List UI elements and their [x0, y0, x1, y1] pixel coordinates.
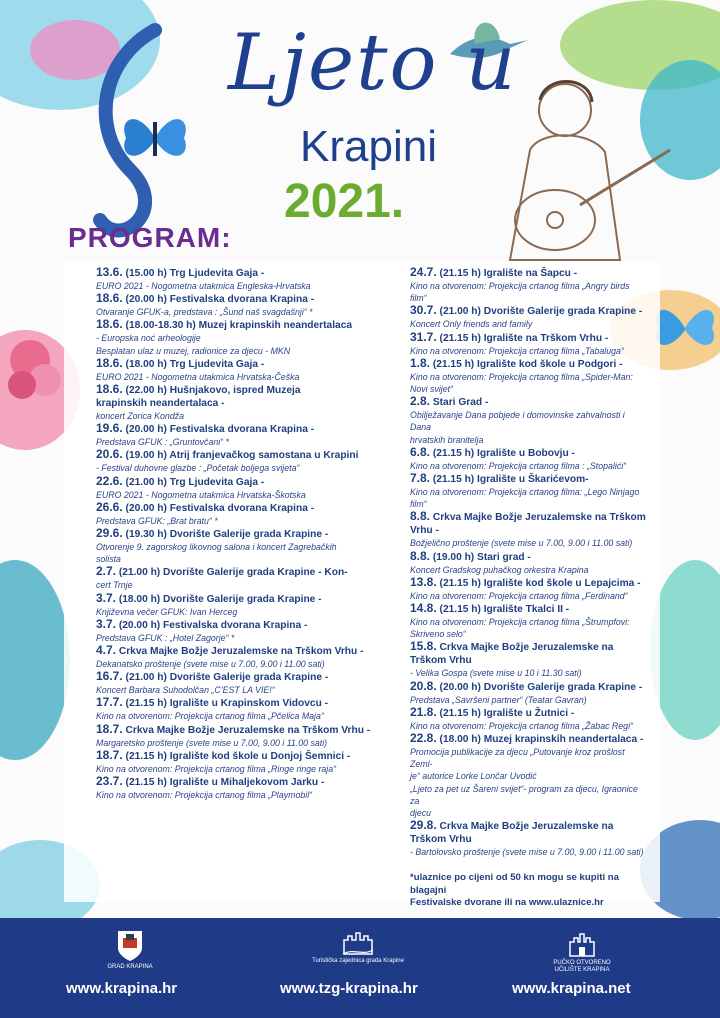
event-description: Promocija publikacije za djecu „Putovanje kroz prošlost Zeml- je“ autorice Lorke Lončar Uvodić „Ljeto za pet uz Šareni svijet“- program za djecu, Igraonice za djecu [410, 747, 638, 819]
event-venue: (20.00 h) Festivalska dvorana Krapina - [118, 619, 308, 631]
event-venue: (21.15 h) Igralište kod škole u Lepajcima - [439, 577, 641, 589]
program-event [410, 602, 646, 640]
event-description: Predstava GFUK: „Brat bratu“ * [96, 515, 218, 526]
event-venue: (22.00 h) Hušnjakovo, ispred Muzeja krapinskih neandertalaca - [96, 385, 301, 410]
event-heading [410, 640, 646, 667]
event-heading [96, 383, 396, 410]
event-date: 2.8. [410, 394, 431, 409]
event-description: Književna večer GFUK: Ivan Herceg [96, 606, 238, 617]
program-event [96, 749, 396, 775]
event-heading [96, 749, 396, 763]
event-date: 19.6. [96, 421, 123, 436]
event-heading [96, 644, 396, 658]
event-venue: (21.00 h) Dvorište Galerije grada Krapine - Kon- [118, 567, 348, 579]
event-venue: (18.00 h) Muzej krapinskih neandertalaca - [439, 734, 644, 746]
event-date: 21.8. [410, 704, 437, 719]
event-heading [410, 472, 646, 486]
program-event [96, 775, 396, 801]
program-column-right [410, 266, 646, 910]
castle-icon [341, 930, 375, 956]
event-date: 14.8. [410, 601, 437, 616]
program-event [96, 723, 396, 749]
event-date: 31.7. [410, 329, 437, 344]
event-venue: (21.15 h) Igralište na Šapcu - [439, 268, 578, 279]
event-description: Obilježavanje Dana pobjede i domovinske zahvalnosti i Dana hrvatskih branitelja [410, 410, 625, 445]
event-heading [96, 292, 396, 306]
program-heading: PROGRAM: [68, 222, 232, 253]
event-description: cert Trnje [96, 580, 133, 591]
event-date: 18.7. [96, 721, 123, 736]
event-description: Predstava GFUK : „Gruntovčani“ * [96, 437, 229, 448]
event-date: 18.6. [96, 382, 123, 397]
event-venue: (15.00 h) Trg Ljudevita Gaja - [125, 268, 265, 279]
event-heading [410, 304, 646, 318]
event-date: 4.7. [96, 643, 117, 658]
event-description: Otvorenje 9. zagorskog likovnog salona i koncert Zagrebačkih solista [96, 542, 337, 565]
event-description: Predstava „Savršeni partner“ (Teatar Gavran) [410, 694, 587, 705]
event-venue: Crkva Majke Božje Jeruzalemske na Trškom Vrhu - [125, 724, 371, 736]
event-heading [96, 775, 396, 789]
tourist-board-logo [288, 930, 428, 965]
event-venue: (20.00 h) Festivalska dvorana Krapina - [125, 502, 315, 514]
event-heading [410, 680, 646, 694]
event-heading [96, 448, 396, 462]
event-venue: (19.00 h) Stari grad - [432, 551, 531, 563]
event-description: Kino na otvorenom: Projekcija crtanog filma „Playmobil“ [96, 790, 313, 801]
event-venue: (20.00 h) Festivalska dvorana Krapina - [125, 294, 315, 306]
program-event [410, 446, 646, 472]
event-heading [410, 706, 646, 720]
event-description: Dekanatsko proštenje (svete mise u 7.00, 9.00 i 11.00 sati) [96, 659, 325, 670]
event-date: 29.8. [410, 818, 437, 833]
city-coat-of-arms-icon [117, 930, 143, 962]
event-venue: Crkva Majke Božje Jeruzalemske na Trškom Vrhu - [118, 646, 364, 658]
event-date: 13.6. [96, 265, 123, 279]
event-heading [410, 331, 646, 345]
program-event [96, 266, 396, 292]
link-krapina-hr[interactable]: www.krapina.hr [66, 980, 178, 997]
event-venue: (19.30 h) Dvorište Galerije grada Krapine - [125, 529, 329, 541]
program-event [410, 576, 646, 602]
event-date: 17.7. [96, 695, 123, 710]
event-venue: (21.15 h) Igralište u Žutnici - [439, 707, 575, 719]
event-date: 13.8. [410, 574, 437, 589]
event-description: - Velika Gospa (svete mise u 10 i 11.30 sati) [410, 668, 582, 679]
event-date: 3.7. [96, 590, 117, 605]
event-date: 18.6. [96, 291, 123, 306]
event-venue: (21.15 h) Igralište u Bobovju - [432, 447, 575, 459]
event-date: 18.6. [96, 317, 123, 332]
event-venue: (20.00 h) Dvorište Galerije grada Krapine - [439, 681, 643, 693]
event-venue: (21.15 h) Igralište kod škole u Podgori - [432, 358, 623, 370]
program-event [410, 510, 646, 549]
event-heading [96, 422, 396, 436]
event-heading [410, 576, 646, 590]
program-event [410, 550, 646, 576]
event-venue: (18.00-18.30 h) Muzej krapinskih neandertalaca [125, 320, 353, 332]
event-date: 1.8. [410, 355, 431, 370]
event-description: Kino na otvorenom: Projekcija crtanog filma „Tabaluga“ [410, 345, 624, 356]
program-event [96, 292, 396, 318]
event-heading [96, 501, 396, 515]
event-heading [410, 550, 646, 564]
program-event [410, 472, 646, 510]
event-heading [410, 732, 646, 746]
logo-caption: PUČKO OTVORENO UČILIŠTE KRAPINA [553, 960, 611, 973]
event-heading [96, 565, 396, 579]
program-event [410, 304, 646, 330]
event-description: - Europska noć arheologije Besplatan ulaz u muzej, radionice za djecu - MKN [96, 333, 291, 356]
program-event [96, 670, 396, 696]
event-heading [96, 475, 396, 489]
event-date: 20.6. [96, 447, 123, 462]
event-date: 26.6. [96, 499, 123, 514]
event-heading [96, 592, 396, 606]
event-date: 3.7. [96, 616, 117, 631]
event-heading [410, 510, 646, 537]
puo-krapina-logo [512, 930, 652, 974]
program-event [96, 618, 396, 644]
program-event [96, 501, 396, 527]
event-venue: (21.15 h) Igralište Tkalci II - [439, 604, 570, 616]
event-heading [410, 446, 646, 460]
event-venue: (18.00 h) Dvorište Galerije grada Krapine - [118, 593, 322, 605]
event-description: Kino na otvorenom: Projekcija crtanog filma: „Lego Ninjago film“ [410, 487, 640, 510]
program-event [96, 318, 396, 356]
event-description: Kino na otvorenom: Projekcija crtanog filma „Ferdinand“ [410, 590, 628, 601]
event-heading [410, 395, 646, 409]
event-heading [96, 696, 396, 710]
event-date: 8.8. [410, 509, 431, 524]
program-event [96, 448, 396, 474]
event-date: 15.8. [410, 639, 437, 654]
event-heading [410, 357, 646, 371]
program-event [410, 640, 646, 679]
event-description: Kino na otvorenom: Projekcija crtanog filma „Spider-Man: Novi svijet“ [410, 371, 633, 395]
event-heading [96, 527, 396, 541]
event-date: 6.8. [410, 444, 431, 459]
event-venue: Stari Grad - [432, 397, 489, 409]
event-description: Predstava GFUK : „Hotel Zagorje“ * [96, 632, 235, 643]
event-heading [410, 602, 646, 616]
event-date: 7.8. [410, 471, 431, 486]
poster-title-city: Krapini [300, 122, 437, 171]
event-date: 30.7. [410, 303, 437, 318]
event-heading [410, 266, 646, 280]
link-krapina-net[interactable]: www.krapina.net [512, 980, 631, 997]
flower-decoration [0, 330, 70, 410]
event-venue: (21.00 h) Dvorište Galerije grada Krapine - [125, 672, 329, 684]
event-date: 23.7. [96, 774, 123, 789]
event-heading [96, 266, 396, 280]
event-date: 18.7. [96, 747, 123, 762]
poster-year: 2021. [284, 175, 405, 228]
grad-krapina-logo [60, 930, 200, 971]
event-date: 2.7. [96, 564, 117, 579]
program-event [96, 527, 396, 565]
event-description: EURO 2021 - Nogometna utakmica Hrvatska-Češka [96, 371, 300, 382]
event-venue: (21.00 h) Trg Ljudevita Gaja - [125, 476, 265, 488]
event-venue: (21.00 h) Dvorište Galerije grada Krapine - [439, 306, 643, 318]
event-description: Kino na otvorenom: Projekcija crtanog filma „Ringe ringe raja“ [96, 763, 337, 774]
poster-title-script: Ljeto u [228, 18, 518, 108]
program-event [96, 475, 396, 501]
event-description: Kino na otvorenom: Projekcija crtanog filma „Angry birds film“ [410, 281, 630, 304]
event-description: koncert Zorica Kondža [96, 411, 185, 422]
event-date: 8.8. [410, 548, 431, 563]
program-event [96, 644, 396, 670]
event-description: Koncert Only friends and family [410, 319, 533, 330]
program-event [410, 680, 646, 706]
event-venue: Crkva Majke Božje Jeruzalemske na Trškom Vrhu [410, 821, 614, 846]
program-event [410, 706, 646, 732]
program-event [410, 732, 646, 819]
event-date: 20.8. [410, 678, 437, 693]
program-event [410, 331, 646, 357]
paint-splash-decoration [0, 560, 70, 760]
logo-caption: Turistička zajednica grada Krapine [312, 958, 404, 964]
event-venue: (21.15 h) Igralište u Škarićevom- [432, 474, 589, 486]
program-event [96, 592, 396, 618]
butterfly-icon [650, 300, 720, 356]
event-description: - Festival duhovne glazbe : „Početak boljega svijeta“ [96, 463, 300, 474]
event-description: EURO 2021 - Nogometna utakmica Hrvatska-Škotska [96, 489, 306, 500]
event-date: 22.6. [96, 473, 123, 488]
event-description: Margaretsko proštenje (svete mise u 7.00, 9.00 i 11.00 sati) [96, 737, 328, 748]
event-heading [96, 318, 396, 332]
event-venue: (21.15 h) Igralište u Krapinskom Vidovcu - [125, 698, 329, 710]
event-description: Božjelično proštenje (svete mise u 7.00, 9.00 i 11.00 sati) [410, 538, 633, 549]
event-description: Kino na otvorenom: Projekcija crtanog filma „Žabac Regi“ [410, 720, 633, 731]
footer [0, 918, 720, 1018]
event-heading [96, 723, 396, 737]
event-venue: (21.15 h) Igralište na Trškom Vrhu - [439, 332, 609, 344]
event-date: 22.8. [410, 731, 437, 746]
event-heading [410, 819, 646, 846]
event-description: Kino na otvorenom: Projekcija crtanog filma „Pčelica Maja“ [96, 711, 324, 722]
event-description: Koncert Barbara Suhodolčan „C’EST LA VIE!“ [96, 685, 275, 696]
event-venue: (20.00 h) Festivalska dvorana Krapina - [125, 424, 315, 436]
program-event [410, 357, 646, 395]
event-date: 29.6. [96, 526, 123, 541]
program-event [410, 266, 646, 304]
butterfly-icon [118, 108, 192, 168]
event-heading [96, 670, 396, 684]
event-date: 24.7. [410, 265, 437, 279]
event-heading [96, 618, 396, 632]
program-event [410, 819, 646, 858]
event-venue: (18.00 h) Trg Ljudevita Gaja - [125, 358, 265, 370]
program-event [96, 357, 396, 383]
event-description: Kino na otvorenom: Projekcija crtanog filma : „Stopalići“ [410, 460, 627, 471]
event-description: Kino na otvorenom: Projekcija crtanog filma „Štrumpfovi: Skriveno selo“ [410, 617, 630, 640]
event-venue: (21.15 h) Igralište u Mihaljekovom Jarku - [125, 777, 325, 789]
event-venue: Crkva Majke Božje Jeruzalemske na Trškom Vrhu - [410, 512, 646, 537]
event-venue: (21.15 h) Igralište kod škole u Donjoj Šemnici - [125, 750, 351, 762]
event-date: 16.7. [96, 669, 123, 684]
program-event [96, 422, 396, 448]
castle-icon [567, 930, 597, 958]
program-event [96, 696, 396, 722]
event-description: - Bartolovsko proštenje (svete mise u 7.00, 9.00 i 11.00 sati) [410, 847, 644, 858]
event-venue: Crkva Majke Božje Jeruzalemske na Trškom Vrhu [410, 642, 614, 667]
event-description: Otvaranje GFUK-a, predstava : „Šund naš svagdašnji“ * [96, 307, 313, 318]
event-description: EURO 2021 - Nogometna utakmica Engleska-Hrvatska [96, 281, 311, 291]
program-event [96, 565, 396, 591]
ticket-note: *ulaznice po cijeni od 50 kn mogu se kupiti na blagajni Festivalske dvorane ili na www.ulaznice.hr [410, 872, 619, 909]
program-column-left [96, 266, 396, 801]
event-date: 18.6. [96, 355, 123, 370]
event-heading [96, 357, 396, 371]
logo-caption: GRAD KRAPINA [107, 964, 153, 970]
program-event [96, 383, 396, 422]
event-description: Koncert Gradskog puhačkog orkestra Krapina [410, 564, 589, 575]
paint-splash-decoration [650, 560, 720, 740]
link-tzg-krapina-hr[interactable]: www.tzg-krapina.hr [280, 980, 418, 997]
program-event [410, 395, 646, 446]
event-venue: (19.00 h) Atrij franjevačkog samostana u Krapini [125, 450, 359, 462]
